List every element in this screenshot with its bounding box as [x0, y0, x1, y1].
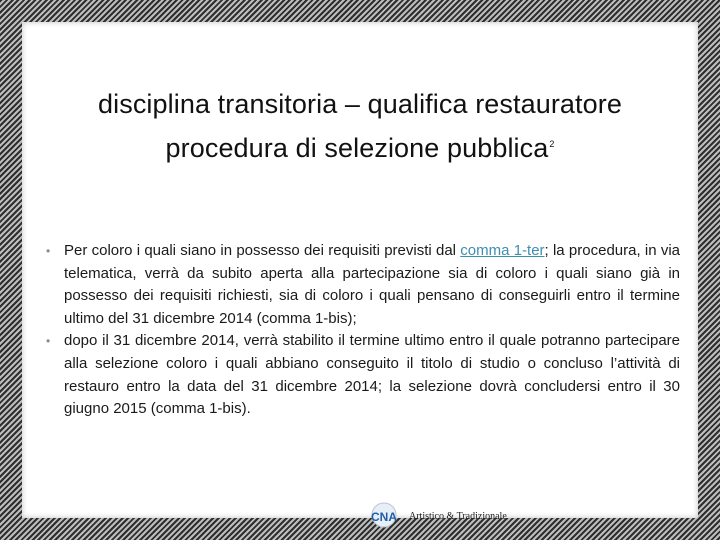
bullet-list — [46, 240, 680, 421]
bullet-marker: • — [46, 244, 51, 258]
title-line-2 — [40, 124, 680, 168]
title-line-1: disciplina transitoria – qualifica restauratore — [98, 89, 622, 120]
bullet-1-text-start: Per coloro i quali siano in possesso dei requisiti previsti dal — [64, 242, 461, 259]
cna-logo-icon — [366, 502, 402, 532]
bullet-marker: • — [46, 334, 51, 349]
title-line-2-text: procedura di selezione pubblica — [165, 133, 549, 164]
bullet-item-2 — [46, 330, 680, 420]
cna-logo-text: CNA — [371, 510, 397, 524]
bullet-item-1 — [46, 240, 680, 330]
slide-title — [40, 84, 680, 168]
comma-1-ter-link[interactable]: comma 1-ter — [460, 242, 545, 259]
footer-label: Artistico & Tradizionale — [409, 511, 507, 522]
title-footnote-mark: 2 — [549, 139, 555, 150]
bullet-2-text: dopo il 31 dicembre 2014, verrà stabilito il termine ultimo entro il quale potranno partecipare alla selezione coloro i quali abbiano conseguito il titolo di studio o concluso l’attività di restauro entro la data del 31 dicembre 2014; la selezione dovrà concludersi entro il 30 giugno 2015 (comma 1-bis). — [64, 332, 680, 418]
bullet-1-text-end: ; la procedura, in via telematica, verrà da subito aperta alla partecipazione sia di coloro i quali siano già in possesso dei requisiti richiesti, sia di coloro i quali pensano di conseguirli entro il termine ultimo del 31 dicembre 2014 (comma 1-bis); — [64, 242, 681, 327]
